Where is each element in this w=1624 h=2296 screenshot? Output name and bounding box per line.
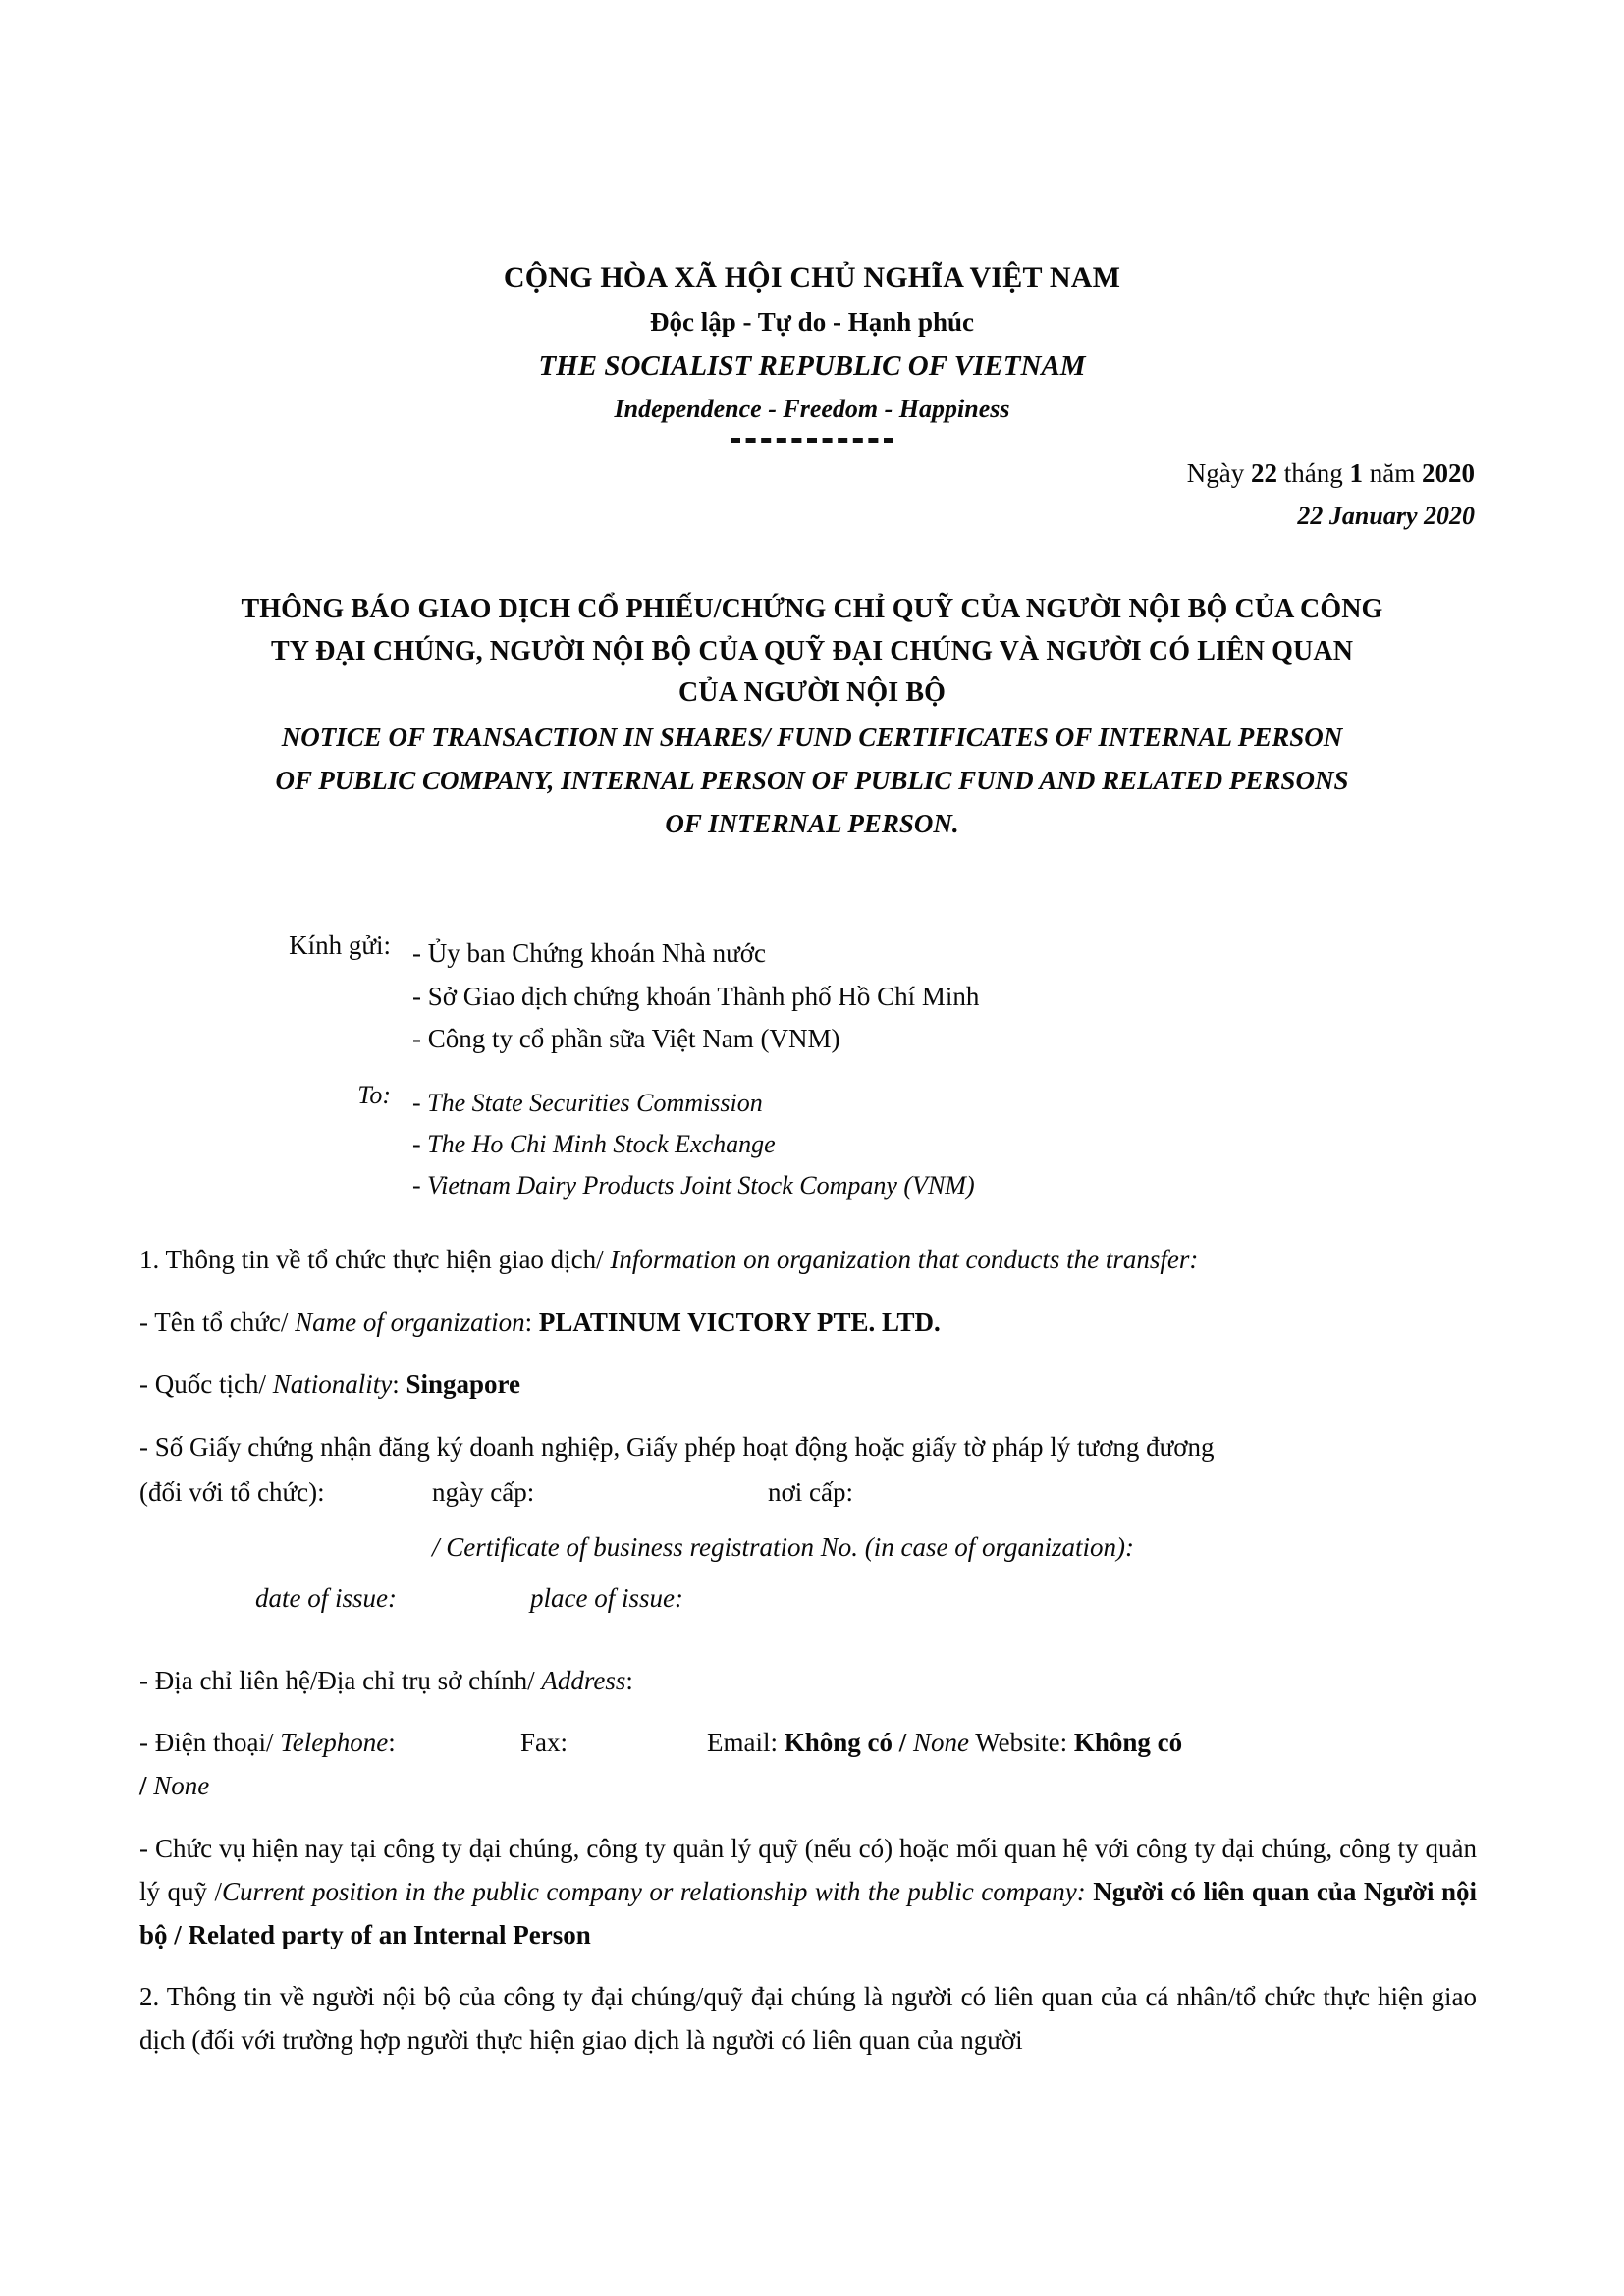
contact-row (139, 1722, 1477, 1765)
title-vi-line-2: TY ĐẠI CHÚNG, NGƯỜI NỘI BỘ CỦA QUỸ ĐẠI CHÚNG VÀ NGƯỜI CÓ LIÊN QUAN (270, 635, 1354, 667)
cert-issue-place-label-en: place of issue: (530, 1582, 683, 1613)
cert-org-label-vi: (đối với tổ chức): (139, 1476, 325, 1507)
recipients-vi-row (137, 933, 1487, 1061)
country-name-vi: CỘNG HÒA XÃ HỘI CHỦ NGHĨA VIỆT NAM (503, 261, 1121, 294)
recipients-label-vi: Kính gửi: (289, 931, 391, 960)
current-position-paragraph: - Chức vụ hiện nay tại công ty đại chúng, công ty quản lý quỹ (nếu có) hoặc mối quan hệ với công ty đại chúng, công ty quản lý quỹ /Current position in the public company or relationship with the public company: Người có liên quan của Người nội bộ / Related party of an Internal Person (139, 1834, 1477, 1949)
title-en-line-1: NOTICE OF TRANSACTION IN SHARES/ FUND CERTIFICATES OF INTERNAL PERSON (281, 721, 1343, 752)
recipient-item: - Sở Giao dịch chứng khoán Thành phố Hồ Chí Minh (412, 981, 980, 1011)
date-vi: Ngày 22 tháng 1 năm 2020 (1186, 458, 1475, 488)
document-body (139, 1239, 1477, 2082)
section-2-paragraph: 2. Thông tin về người nội bộ của công ty đại chúng/quỹ đại chúng là người có liên quan của cá nhân/tổ chức thực hiện giao dịch (đối với trường hợp người thực hiện giao dịch là người có liên quan của người (139, 1982, 1477, 2056)
title-vi-line-1: THÔNG BÁO GIAO DỊCH CỔ PHIẾU/CHỨNG CHỈ QUỸ CỦA NGƯỜI NỘI BỘ CỦA CÔNG (241, 594, 1383, 624)
certificate-line-vi: - Số Giấy chứng nhận đăng ký doanh nghiệp, Giấy phép hoạt động hoặc giấy tờ pháp lý tương đương (139, 1432, 1215, 1463)
dashed-separator (731, 438, 893, 443)
cert-issue-place-label-vi: nơi cấp: (768, 1476, 853, 1507)
country-name-en: THE SOCIALIST REPUBLIC OF VIETNAM (538, 349, 1086, 382)
recipients-en (137, 1083, 1487, 1206)
website-continuation: / None (139, 1771, 210, 1801)
national-motto-vi: Độc lập - Tự do - Hạnh phúc (649, 306, 975, 337)
recipients-list-vi (412, 933, 1487, 1061)
section-1-heading: 1. Thông tin về tổ chức thực hiện giao dịch/ Information on organization that conducts the transfer: (139, 1245, 1199, 1274)
title-en-line-3: OF INTERNAL PERSON. (665, 808, 959, 838)
telephone-label: - Điện thoại/ Telephone: (139, 1728, 396, 1758)
fax-label: Fax: (520, 1728, 568, 1758)
national-header (0, 257, 1624, 443)
recipients-list-en (412, 1083, 1487, 1206)
email-website-group: Email: Không có / None Website: Không có (707, 1728, 1183, 1758)
recipient-item: - Vietnam Dairy Products Joint Stock Company (VNM) (412, 1171, 975, 1201)
date-en: 22 January 2020 (1297, 501, 1475, 530)
recipients-block (137, 933, 1487, 1207)
certificate-issue-row-en (139, 1577, 1477, 1623)
recipient-item: - Công ty cổ phần sữa Việt Nam (VNM) (412, 1024, 840, 1054)
recipient-item: - Ủy ban Chứng khoán Nhà nước (412, 938, 766, 968)
organization-name-line: - Tên tổ chức/ Name of organization: PLATINUM VICTORY PTE. LTD. (139, 1307, 941, 1337)
nationality-line: - Quốc tịch/ Nationality: Singapore (139, 1369, 521, 1400)
cert-issue-date-label-en: date of issue: (255, 1582, 397, 1613)
spacer (139, 1623, 1477, 1660)
national-motto-en: Independence - Freedom - Happiness (614, 395, 1010, 424)
address-line: - Địa chỉ liên hệ/Địa chỉ trụ sở chính/ Address: (139, 1665, 633, 1695)
date-block (1187, 454, 1475, 535)
title-vi-line-3: CỦA NGƯỜI NỘI BỘ (677, 677, 947, 709)
recipient-item: - The Ho Chi Minh Stock Exchange (412, 1130, 776, 1159)
recipients-label-en: To: (357, 1081, 391, 1110)
certificate-line-en: / Certificate of business registration No. (in case of organization): (432, 1531, 1134, 1562)
certificate-issue-row-vi (139, 1471, 1477, 1515)
document-title (137, 589, 1487, 844)
recipients-vi (137, 933, 1487, 1061)
title-en-line-2: OF PUBLIC COMPANY, INTERNAL PERSON OF PUBLIC FUND AND RELATED PERSONS (275, 765, 1349, 795)
cert-issue-date-label-vi: ngày cấp: (432, 1476, 535, 1507)
recipient-item: - The State Securities Commission (412, 1089, 763, 1118)
recipients-en-row (137, 1083, 1487, 1206)
